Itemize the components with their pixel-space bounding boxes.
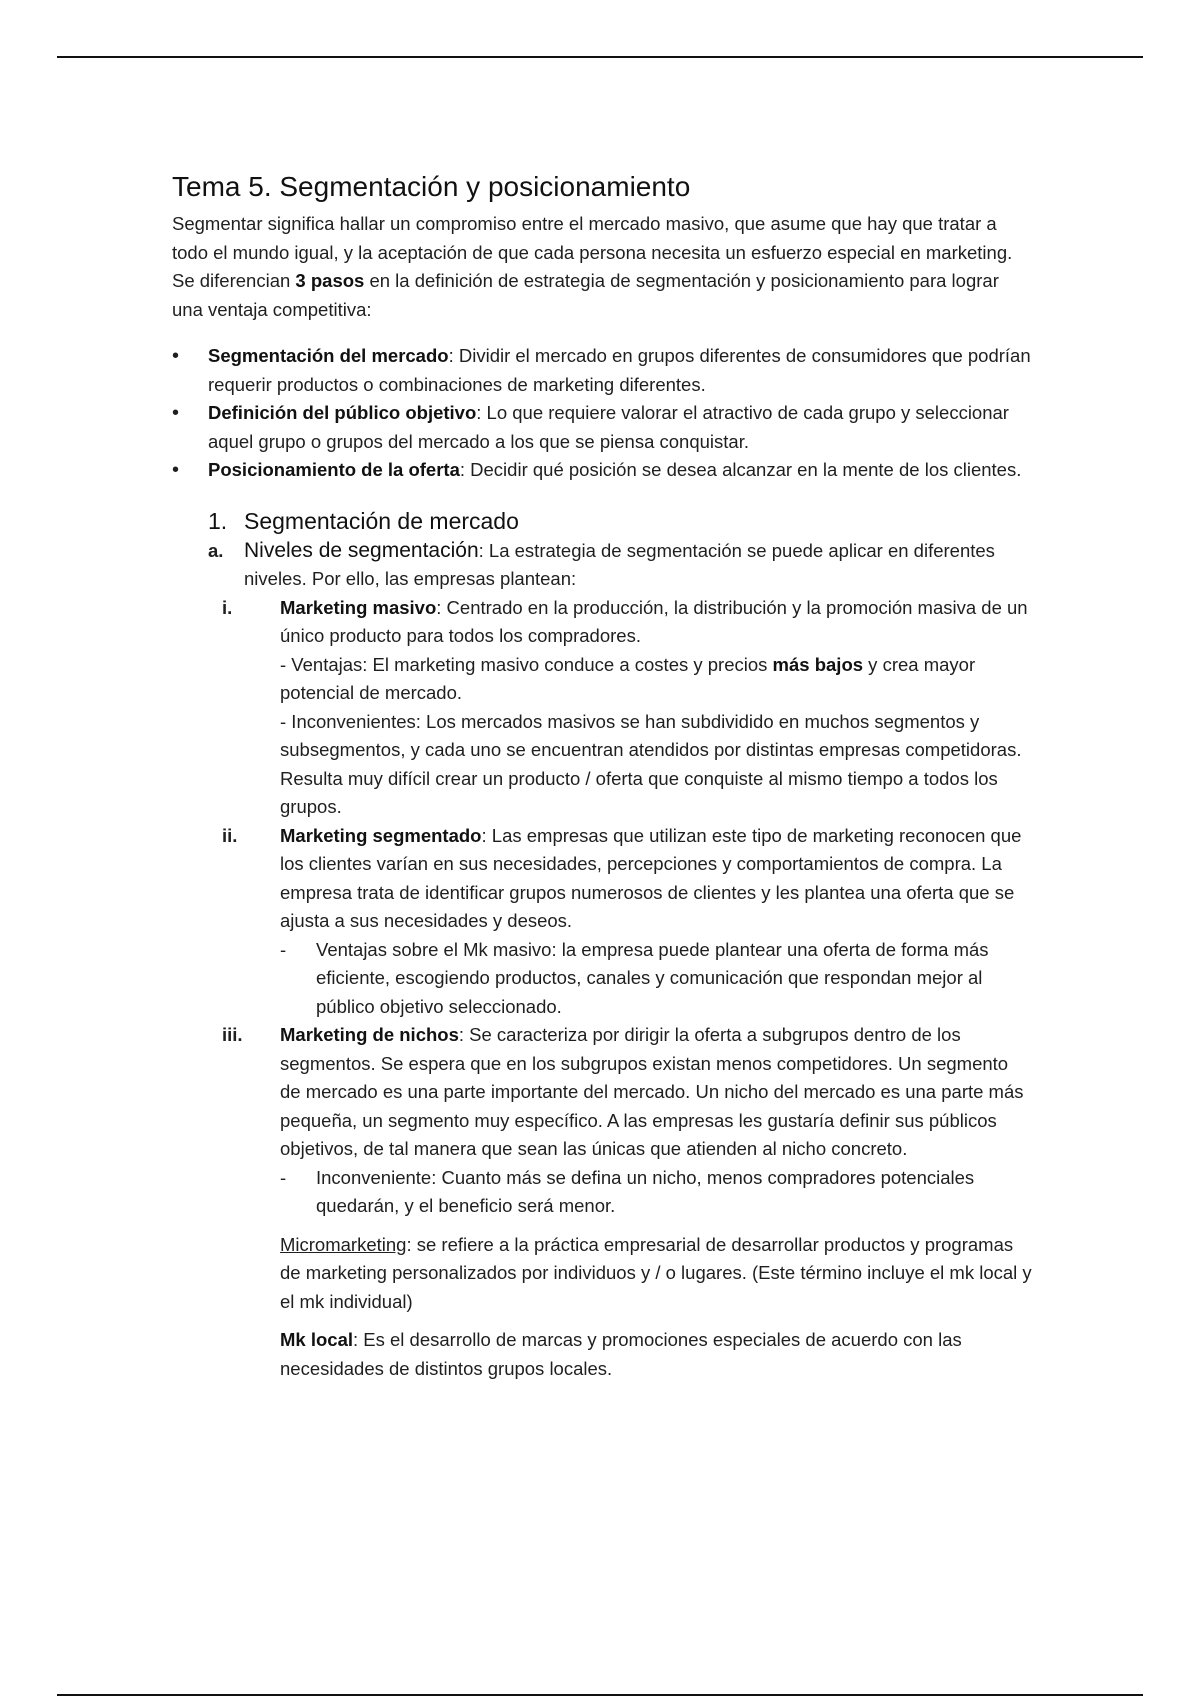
- micromarketing-term: Micromarketing: [280, 1233, 407, 1255]
- intro-bold: 3 pasos: [295, 270, 365, 291]
- bullet-text: : Decidir qué posición se desea alcanzar en la mente de los clientes.: [459, 459, 1022, 480]
- section-title: Segmentación de mercado: [244, 507, 519, 534]
- dash-marker: -: [280, 938, 287, 960]
- dash-text: Ventajas sobre el Mk masivo: la empresa puede plantear una oferta de forma más eficiente, escogiendo productos, canales y comunicación que respondan mejor al público objetivo seleccionado.: [316, 938, 989, 1017]
- intro-text-2: en la definición de estrategia de segmentación y posicionamiento para lograr una ventaja competitiva:: [172, 270, 999, 320]
- item-paragraph: [280, 1021, 1032, 1164]
- item-marketing-masivo: [222, 594, 1032, 822]
- bullet-text: : Lo que requiere valorar el atractivo de cada grupo y seleccionar aquel grupo o grupos del mercado a los que se piensa conquistar.: [208, 402, 1009, 452]
- item-paragraph: [280, 594, 1032, 651]
- mk-local-text: : Es el desarrollo de marcas y promociones especiales de acuerdo con las necesidades de distintos grupos locales.: [280, 1329, 962, 1379]
- ventajas-text-2: y crea mayor potencial de mercado.: [280, 653, 976, 703]
- ventajas-line: [280, 651, 1032, 708]
- spacer: [280, 1221, 1032, 1231]
- subsection-a: [208, 537, 1032, 594]
- item-text: : Se caracteriza por dirigir la oferta a subgrupos dentro de los segmentos. Se espera que en los subgrupos existan menos competidores. Un segmento de mercado es una parte importante del mercado. Un nicho del mercado es una parte más pequeña, un segmento muy específico. A las empresas les gustaría definir sus públicos objetivos, de tal manera que sean las únicas que atienden al nicho concreto.: [280, 1024, 1024, 1159]
- dash-item: [280, 1164, 1032, 1221]
- subsection-text: : La estrategia de segmentación se puede aplicar en diferentes niveles. Por ello, las empresas plantean:: [244, 539, 995, 589]
- list-item: [172, 342, 1032, 399]
- mk-local-paragraph: [280, 1326, 1032, 1383]
- dash-marker: -: [280, 1166, 287, 1188]
- page-content: [172, 170, 1032, 1383]
- roman-marker: ii.: [222, 824, 238, 846]
- item-marketing-segmentado: [222, 822, 1032, 1022]
- section-heading: [208, 505, 1032, 537]
- steps-list: [172, 342, 1032, 485]
- mk-local-term: Mk local: [280, 1329, 353, 1350]
- item-term: Marketing masivo: [280, 596, 437, 618]
- dash-text: Inconveniente: Cuanto más se defina un nicho, menos compradores potenciales quedarán, y el beneficio será menor.: [316, 1166, 975, 1216]
- bullet-text: : Dividir el mercado en grupos diferentes de consumidores que podrían requerir productos o combinaciones de marketing diferentes.: [208, 345, 1031, 395]
- list-item: [172, 399, 1032, 456]
- header-rule: [57, 56, 1143, 58]
- roman-marker: i.: [222, 596, 233, 618]
- roman-marker: iii.: [222, 1024, 243, 1045]
- inconvenientes-line: - Inconvenientes: Los mercados masivos se han subdividido en muchos segmentos y subsegmentos, y cada uno se encuentran atendidos por distintas empresas competidoras. Resulta muy difícil crear un producto / oferta que conquiste al mismo tiempo a todos los grupos.: [280, 710, 1022, 817]
- bullet-term: Definición del público objetivo: [208, 402, 477, 423]
- subsection-title: Niveles de segmentación: [244, 538, 479, 562]
- ventajas-bold: más bajos: [772, 653, 864, 675]
- spacer: [280, 1316, 1032, 1326]
- item-text: : Centrado en la producción, la distribución y la promoción masiva de un único producto para todos los compradores.: [280, 596, 1028, 646]
- item-marketing-nichos: [222, 1021, 1032, 1383]
- section-number: 1.: [208, 507, 228, 534]
- ventajas-text-1: - Ventajas: El marketing masivo conduce a costes y precios: [280, 653, 773, 675]
- item-text: : Las empresas que utilizan este tipo de marketing reconocen que los clientes varían en sus necesidades, percepciones y comportamientos de compra. La empresa trata de identificar grupos numerosos de clientes y les plantea una oferta que se ajusta a sus necesidades y deseos.: [280, 824, 1022, 931]
- item-term: Marketing de nichos: [280, 1024, 459, 1045]
- intro-paragraph: [172, 210, 1032, 324]
- micromarketing-text: : se refiere a la práctica empresarial de desarrollar productos y programas de marketing personalizados por individuos y / o lugares. (Este término incluye el mk local y el mk individual): [280, 1233, 1032, 1312]
- page-title: Tema 5. Segmentación y posicionamiento: [172, 171, 691, 202]
- footer-rule: [57, 1694, 1143, 1696]
- item-term: Marketing segmentado: [280, 824, 482, 846]
- dash-item: [280, 936, 1032, 1022]
- subsection-marker: a.: [208, 539, 224, 561]
- item-paragraph: [280, 822, 1032, 936]
- bullet-term: Segmentación del mercado: [208, 345, 449, 366]
- intro-text-1: Segmentar significa hallar un compromiso entre el mercado masivo, que asume que hay que tratar a todo el mundo igual, y la aceptación de que cada persona necesita un esfuerzo especial en marketing. Se diferencian: [172, 213, 1013, 291]
- list-item: [172, 456, 1032, 485]
- micromarketing-paragraph: [280, 1231, 1032, 1317]
- bullet-term: Posicionamiento de la oferta: [208, 459, 460, 480]
